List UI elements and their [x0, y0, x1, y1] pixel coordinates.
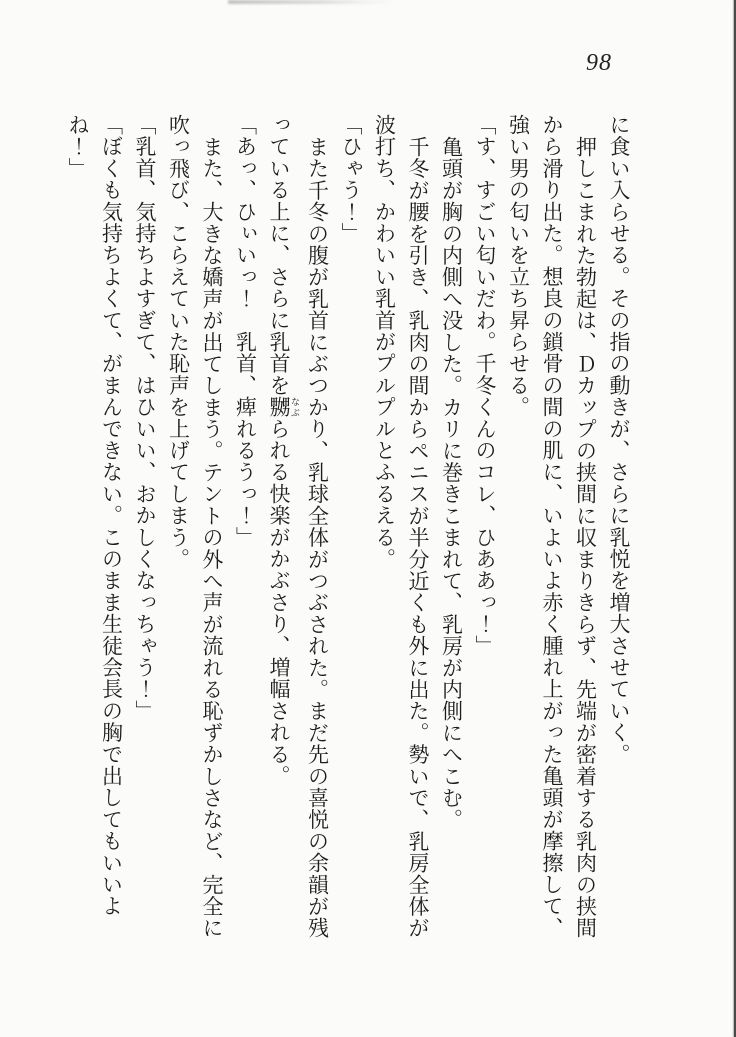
text-line-16: 「ぼくも気持ちよくて、がまんできない。このまま生徒会長の胸で出してもいいよ: [99, 114, 124, 917]
text-line-5: 「す、すごい匂いだわ。千冬くんのコレ、ひああっ！」: [473, 114, 497, 657]
text-line-11-pre: っている上に、さらに乳首を: [267, 114, 291, 397]
text-line-11: [262, 114, 301, 944]
text-line-2: 押しこまれた勃起は、Ｄカップの挟間に収まりきらず、先端が密着する乳肉の挟間: [573, 136, 598, 939]
text-line-3: から滑り出た。想良の鎖骨の間の肌に、いよいよ赤く腫れ上がった亀頭が摩擦して、: [540, 114, 564, 939]
text-line-10: また千冬の腹が乳首にぶつかり、乳球全体がつぶされた。まだ先の喜悦の余韻が残: [305, 136, 330, 939]
text-line-7: 千冬が腰を引き、乳肉の間からペニスが半分近くも外に出た。勢いで、乳房全体が: [406, 136, 430, 939]
body-text: [61, 114, 636, 944]
ruby-furigana: なぶ: [290, 396, 300, 418]
text-line-15: 「乳首、気持ちよすぎて、はひいい、おかしくなっちゃう！」: [133, 114, 157, 722]
scan-artifact-top: [228, 0, 398, 4]
page-number: 98: [586, 50, 612, 76]
text-line-1: に食い入らせる。その指の動きが、さらに乳悦を増大させていく。: [607, 114, 631, 765]
text-line-6: 亀頭が胸の内側へ没した。カリに巻きこまれて、乳房が内側にへこむ。: [439, 136, 464, 831]
text-line-14: 吹っ飛び、こらえていた恥声を上げてしまう。: [166, 114, 191, 570]
text-line-13: また、大きな嬌声が出てしまう。テントの外へ声が流れる恥ずかしさなど、完全に: [200, 136, 224, 939]
text-line-12: 「あっ、ひぃいっ！ 乳首、痺れるうっ！」: [233, 114, 258, 548]
text-line-8: 波打ち、かわいい乳首がプルプルとふるえる。: [372, 114, 397, 570]
ruby-base: 嬲: [267, 396, 291, 418]
text-line-9: 「ひゃう！」: [339, 114, 363, 245]
text-line-4: 強い男の匂いを立ち昇らせる。: [506, 114, 531, 418]
text-line-17: ね！」: [66, 114, 90, 180]
ruby-annotated-kanji: [267, 396, 300, 418]
text-line-11-post: られる快楽がかぶさり、増幅される。: [267, 417, 291, 787]
